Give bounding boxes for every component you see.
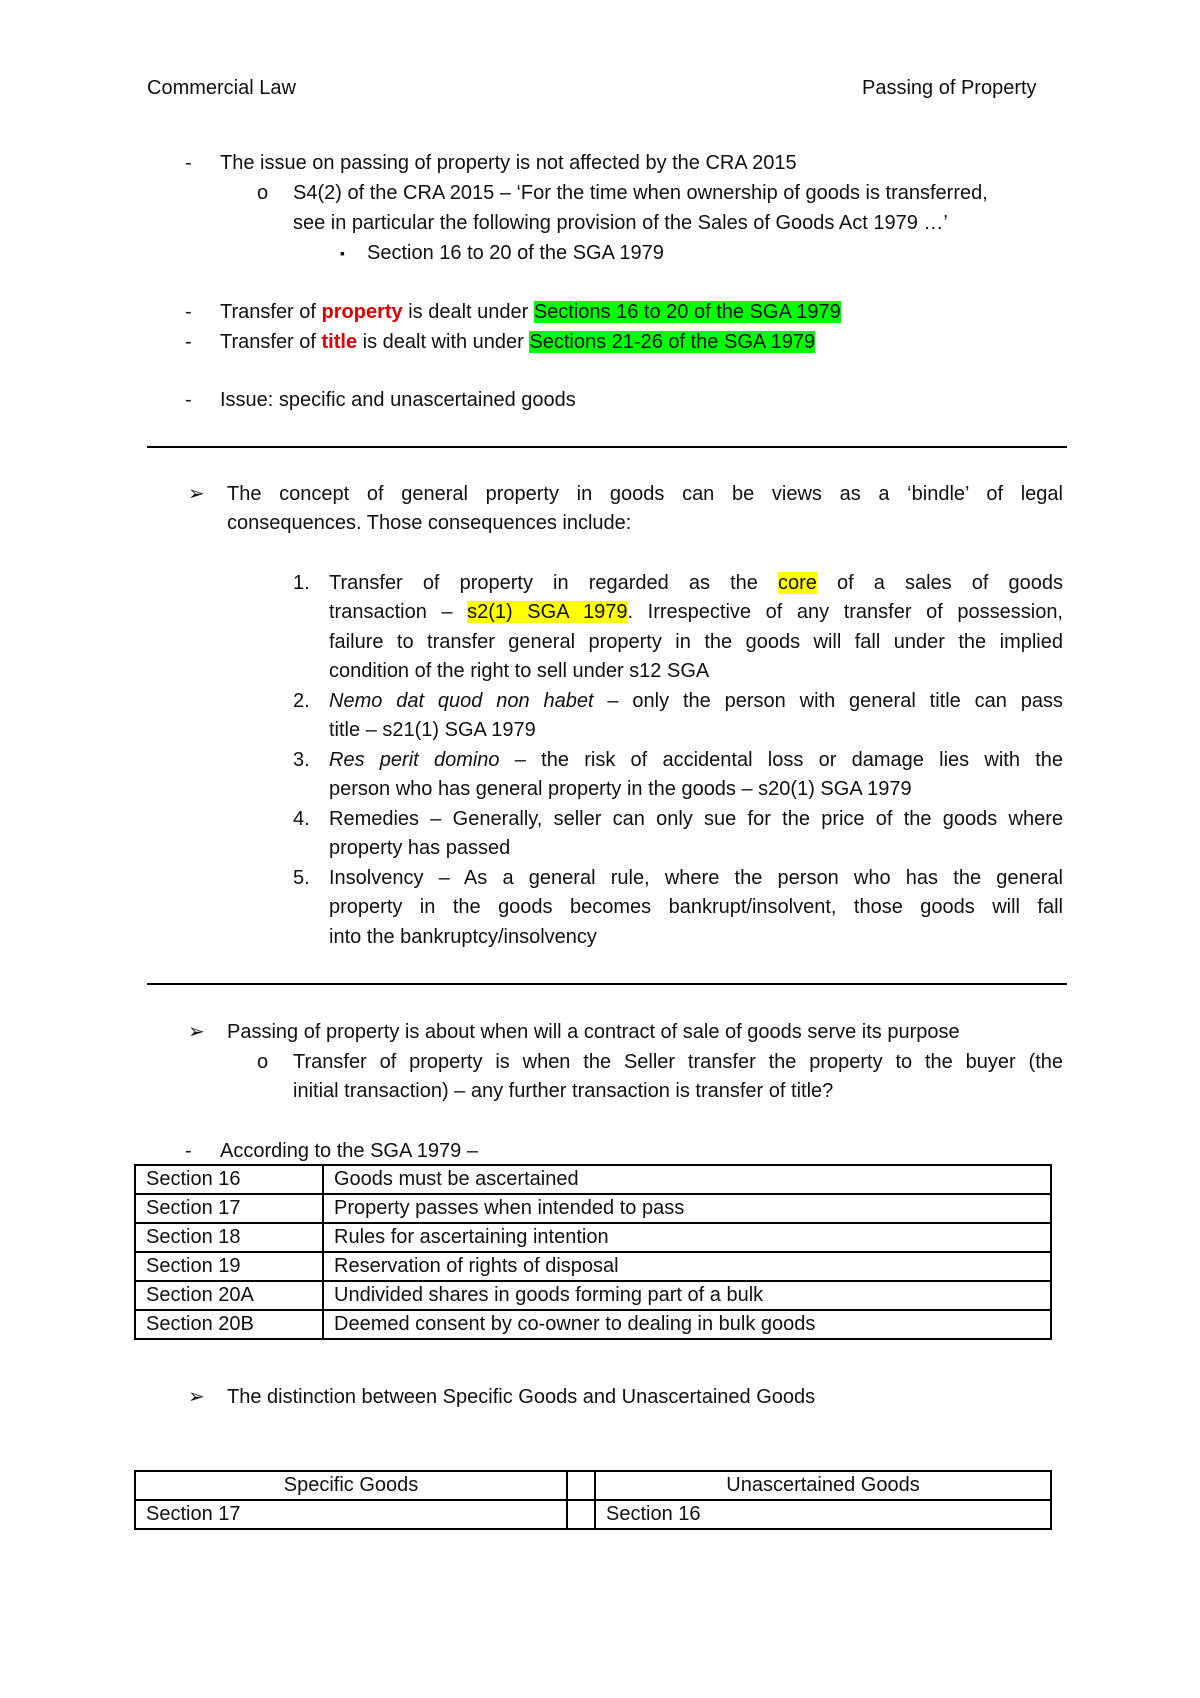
sections-16-20-highlight: Sections 16 to 20 of the SGA 1979: [533, 301, 841, 323]
section-cell: Section 18: [135, 1223, 323, 1252]
item1-line-a: [329, 569, 1063, 597]
transfer-property-pre: Transfer of: [220, 301, 322, 323]
item2-line-b: title – s21(1) SGA 1979: [329, 719, 536, 741]
specific-goods-header: Specific Goods: [135, 1471, 567, 1500]
horizontal-rule: [147, 983, 1067, 985]
core-highlight: core: [777, 572, 817, 594]
spacer-cell: [567, 1471, 595, 1500]
item1-line-b: [329, 598, 1063, 626]
arrow-bullet-icon: ➢: [188, 1021, 205, 1043]
table-row: [135, 1471, 1051, 1500]
sga-sections-table: [134, 1164, 1052, 1340]
header-right: Passing of Property: [862, 77, 1037, 99]
concept-line2: consequences. Those consequences include:: [227, 512, 632, 534]
intro-sub-line1: S4(2) of the CRA 2015 – ‘For the time when ownership of goods is transferred,: [293, 182, 988, 204]
description-cell: Undivided shares in goods forming part of a bulk: [323, 1281, 1051, 1310]
dash-bullet: -: [185, 301, 192, 323]
list-number: 4.: [293, 808, 310, 830]
circle-bullet: o: [257, 1051, 269, 1073]
transfer-title-pre: Transfer of: [220, 331, 322, 353]
s2-highlight: s2(1) SGA 1979: [467, 601, 628, 623]
description-cell: Deemed consent by co-owner to dealing in bulk goods: [323, 1310, 1051, 1339]
item2-text: – only the person with general title can pass: [593, 690, 1063, 712]
transfer-title-line: [220, 328, 815, 356]
header-left: Commercial Law: [147, 77, 296, 99]
specific-goods-section: Section 17: [135, 1500, 567, 1529]
intro-sub-line2: see in particular the following provision of the Sales of Goods Act 1979 …’: [293, 212, 948, 234]
item4-line-a: Remedies – Generally, seller can only sue for the price of the goods where: [329, 808, 1063, 830]
item5-line-c: into the bankruptcy/insolvency: [329, 926, 597, 948]
item5-line-b: property in the goods becomes bankrupt/insolvent, those goods will fall: [329, 896, 1063, 918]
unascertained-goods-section: Section 16: [595, 1500, 1051, 1529]
table-row: [135, 1223, 1051, 1252]
nemo-dat-phrase: Nemo dat quod non habet: [329, 690, 594, 712]
distinction-table: [134, 1470, 1052, 1530]
transfer-title-mid: is dealt with under: [357, 331, 530, 353]
list-number: 5.: [293, 867, 310, 889]
unascertained-goods-header: Unascertained Goods: [595, 1471, 1051, 1500]
intro-issue: Issue: specific and unascertained goods: [220, 389, 576, 411]
table-row: [135, 1165, 1051, 1194]
description-cell: Rules for ascertaining intention: [323, 1223, 1051, 1252]
horizontal-rule: [147, 446, 1067, 448]
sections-21-26-highlight: Sections 21-26 of the SGA 1979: [529, 331, 816, 353]
section-cell: Section 20B: [135, 1310, 323, 1339]
item3-line-a: [329, 746, 1063, 774]
item5-line-a: Insolvency – As a general rule, where the person who has the general: [329, 867, 1063, 889]
table-row: [135, 1500, 1051, 1529]
spacer-cell: [567, 1500, 595, 1529]
title-keyword: title: [321, 331, 358, 353]
intro-subsub: Section 16 to 20 of the SGA 1979: [367, 242, 664, 264]
property-keyword: property: [321, 301, 403, 323]
concept-line1: The concept of general property in goods can be views as a ‘bindle’ of legal: [227, 483, 1063, 505]
section-cell: Section 16: [135, 1165, 323, 1194]
item4-line-b: property has passed: [329, 837, 511, 859]
item1-text: transaction –: [329, 601, 468, 623]
item1-line-c: failure to transfer general property in the goods will fall under the implied: [329, 631, 1063, 653]
table-row: [135, 1194, 1051, 1223]
list-number: 2.: [293, 690, 310, 712]
dash-bullet: -: [185, 152, 192, 174]
transfer-property-mid: is dealt under: [402, 301, 534, 323]
square-bullet: ▪: [340, 245, 345, 261]
item1-line-d: condition of the right to sell under s12 SGA: [329, 660, 710, 682]
dash-bullet: -: [185, 389, 192, 411]
description-cell: Reservation of rights of disposal: [323, 1252, 1051, 1281]
dash-bullet: -: [185, 1140, 192, 1162]
dash-bullet: -: [185, 331, 192, 353]
section-cell: Section 20A: [135, 1281, 323, 1310]
table-row: [135, 1281, 1051, 1310]
passing-sub-line1: Transfer of property is when the Seller transfer the property to the buyer (the: [293, 1051, 1063, 1073]
passing-sub-line2: initial transaction) – any further transaction is transfer of title?: [293, 1080, 834, 1102]
description-cell: Property passes when intended to pass: [323, 1194, 1051, 1223]
list-number: 1.: [293, 572, 310, 594]
item1-text: . Irrespective of any transfer of possession,: [627, 601, 1063, 623]
description-cell: Goods must be ascertained: [323, 1165, 1051, 1194]
item1-text: Transfer of property in regarded as the: [329, 572, 778, 594]
distinction-heading: The distinction between Specific Goods and Unascertained Goods: [227, 1386, 816, 1408]
table-row: [135, 1252, 1051, 1281]
res-perit-phrase: Res perit domino: [329, 749, 500, 771]
table-row: [135, 1310, 1051, 1339]
passing-line1: Passing of property is about when will a contract of sale of goods serve its purpose: [227, 1021, 960, 1043]
arrow-bullet-icon: ➢: [188, 1386, 205, 1408]
list-number: 3.: [293, 749, 310, 771]
intro-item-cra: The issue on passing of property is not affected by the CRA 2015: [220, 152, 797, 174]
section-cell: Section 17: [135, 1194, 323, 1223]
sga-table-body: [135, 1165, 1051, 1339]
according-line: According to the SGA 1979 –: [220, 1140, 478, 1162]
circle-bullet: o: [257, 182, 269, 204]
item3-line-b: person who has general property in the goods – s20(1) SGA 1979: [329, 778, 912, 800]
item3-text: – the risk of accidental loss or damage lies with the: [499, 749, 1063, 771]
item2-line-a: [329, 687, 1063, 715]
arrow-bullet-icon: ➢: [188, 483, 205, 505]
transfer-property-line: [220, 298, 841, 326]
section-cell: Section 19: [135, 1252, 323, 1281]
item1-text: of a sales of goods: [816, 572, 1063, 594]
